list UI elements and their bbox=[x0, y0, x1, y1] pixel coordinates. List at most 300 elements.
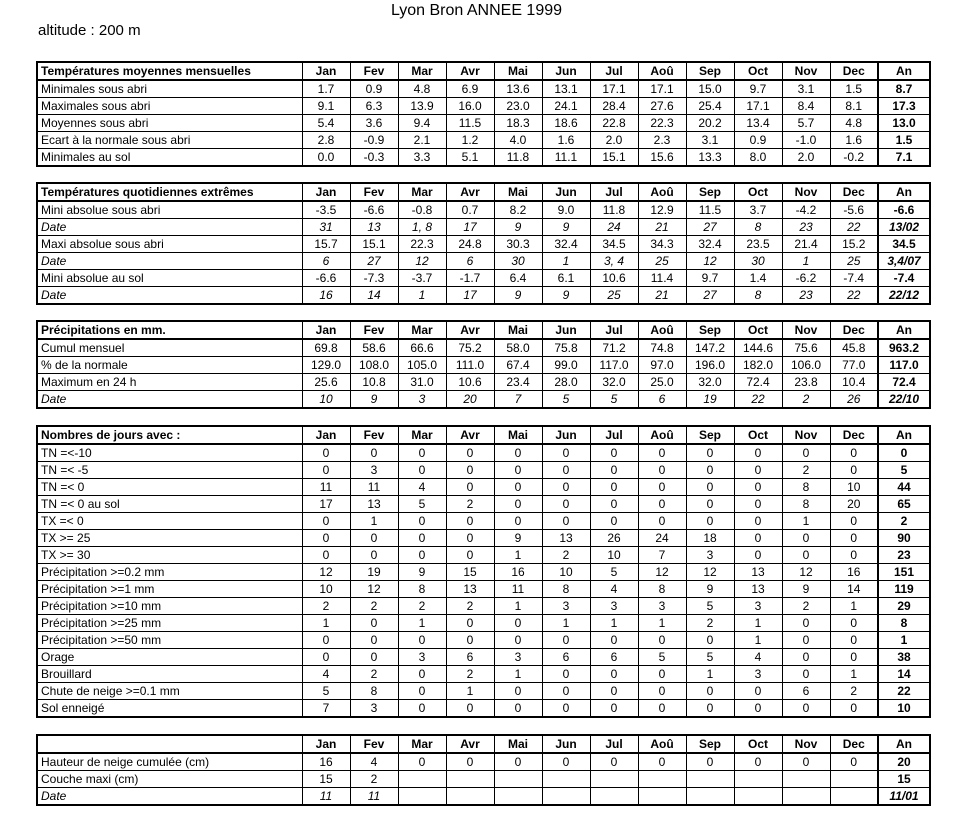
table-cell: 20 bbox=[446, 391, 494, 409]
table-cell: 4 bbox=[302, 666, 350, 683]
column-header: Dec bbox=[830, 426, 878, 444]
table-row bbox=[37, 496, 930, 513]
table-cell: 0 bbox=[590, 700, 638, 718]
table-cell: 147.2 bbox=[686, 339, 734, 357]
annual-cell: 22 bbox=[878, 683, 930, 700]
table-cell: 25.4 bbox=[686, 98, 734, 115]
table-cell: 0.9 bbox=[350, 80, 398, 98]
table-cell: 0 bbox=[638, 479, 686, 496]
table-cell: 3 bbox=[734, 666, 782, 683]
table-cell: 0 bbox=[542, 513, 590, 530]
table-row bbox=[37, 391, 930, 409]
table-cell: 10 bbox=[302, 391, 350, 409]
table-cell: 21.4 bbox=[782, 236, 830, 253]
table-cell: 1 bbox=[734, 615, 782, 632]
table-cell: 8 bbox=[638, 581, 686, 598]
table-cell: 4 bbox=[398, 479, 446, 496]
table-cell: 0 bbox=[398, 753, 446, 771]
table-cell: 0 bbox=[302, 632, 350, 649]
table-cell: 77.0 bbox=[830, 357, 878, 374]
annual-cell: 14 bbox=[878, 666, 930, 683]
column-header: Jun bbox=[542, 321, 590, 339]
column-header: Sep bbox=[686, 62, 734, 80]
table-cell: 108.0 bbox=[350, 357, 398, 374]
table-cell: 18.6 bbox=[542, 115, 590, 132]
table-row bbox=[37, 374, 930, 391]
table-cell: 5 bbox=[686, 649, 734, 666]
table-cell bbox=[446, 788, 494, 806]
annual-cell: 34.5 bbox=[878, 236, 930, 253]
row-label: Sol enneigé bbox=[37, 700, 302, 718]
table-cell: 7 bbox=[494, 391, 542, 409]
table-cell: 196.0 bbox=[686, 357, 734, 374]
column-header: Avr bbox=[446, 735, 494, 753]
table-cell: 0 bbox=[590, 632, 638, 649]
table-cell: 0 bbox=[302, 513, 350, 530]
table-cell: 5.4 bbox=[302, 115, 350, 132]
table-cell: 9 bbox=[350, 391, 398, 409]
column-header: Jan bbox=[302, 321, 350, 339]
table-cell: 0 bbox=[398, 547, 446, 564]
table-cell: 3 bbox=[350, 462, 398, 479]
column-header: An bbox=[878, 321, 930, 339]
table-cell: 105.0 bbox=[398, 357, 446, 374]
table-cell: 8 bbox=[782, 496, 830, 513]
table-cell: 27 bbox=[686, 287, 734, 305]
table-cell: 0 bbox=[734, 700, 782, 718]
altitude-label: altitude : 200 m bbox=[38, 22, 141, 39]
table-cell: 4 bbox=[590, 581, 638, 598]
section-header: Températures quotidiennes extrêmes bbox=[37, 183, 302, 201]
table-cell: -0.8 bbox=[398, 201, 446, 219]
table-cell: 1 bbox=[350, 513, 398, 530]
table-cell: 15.0 bbox=[686, 80, 734, 98]
annual-cell: 72.4 bbox=[878, 374, 930, 391]
table-cell: 6.1 bbox=[542, 270, 590, 287]
column-header: Jan bbox=[302, 735, 350, 753]
table-cell: 2.3 bbox=[638, 132, 686, 149]
annual-cell: 22/12 bbox=[878, 287, 930, 305]
table-cell: 0 bbox=[782, 615, 830, 632]
table-cell: 0 bbox=[638, 462, 686, 479]
table-cell: 10 bbox=[542, 564, 590, 581]
section-header bbox=[37, 735, 302, 753]
table-cell: 0 bbox=[446, 615, 494, 632]
table-cell: 13 bbox=[542, 530, 590, 547]
table-cell: 0 bbox=[830, 444, 878, 462]
table-cell: 22.3 bbox=[398, 236, 446, 253]
table-cell: 0 bbox=[542, 666, 590, 683]
table-cell: 12 bbox=[398, 253, 446, 270]
column-header: Fev bbox=[350, 735, 398, 753]
table-cell: 0 bbox=[686, 479, 734, 496]
table-cell bbox=[686, 771, 734, 788]
row-label: Précipitation >=25 mm bbox=[37, 615, 302, 632]
table-cell: -3.5 bbox=[302, 201, 350, 219]
row-label: Orage bbox=[37, 649, 302, 666]
table-cell: 0 bbox=[398, 683, 446, 700]
table-cell: -5.6 bbox=[830, 201, 878, 219]
table-cell: 1.4 bbox=[734, 270, 782, 287]
table-cell: 3.3 bbox=[398, 149, 446, 167]
table-cell: 0 bbox=[542, 632, 590, 649]
table-cell: 1 bbox=[398, 287, 446, 305]
table-cell: 1 bbox=[638, 615, 686, 632]
table-cell: 10.6 bbox=[590, 270, 638, 287]
table-cell: 4.8 bbox=[830, 115, 878, 132]
row-label: Minimales au sol bbox=[37, 149, 302, 167]
row-label: Maxi absolue sous abri bbox=[37, 236, 302, 253]
table-cell: 0 bbox=[686, 513, 734, 530]
row-label: Moyennes sous abri bbox=[37, 115, 302, 132]
table-cell: 18 bbox=[686, 530, 734, 547]
table-cell: 1.2 bbox=[446, 132, 494, 149]
column-header: Oct bbox=[734, 62, 782, 80]
table-cell: 0 bbox=[446, 513, 494, 530]
table-cell: 26 bbox=[590, 530, 638, 547]
table-cell: 0 bbox=[686, 683, 734, 700]
table-cell: 0 bbox=[542, 753, 590, 771]
table-cell: 9.0 bbox=[542, 201, 590, 219]
table-cell: 0 bbox=[494, 444, 542, 462]
table-cell: 4.8 bbox=[398, 80, 446, 98]
table-cell: 12.9 bbox=[638, 201, 686, 219]
table-cell: 23.4 bbox=[494, 374, 542, 391]
table-cell: 13.9 bbox=[398, 98, 446, 115]
table-row bbox=[37, 530, 930, 547]
column-header: Mai bbox=[494, 735, 542, 753]
table-header-row bbox=[37, 735, 930, 753]
table-cell: 25 bbox=[830, 253, 878, 270]
table-cell: 1 bbox=[302, 615, 350, 632]
table-cell: 0 bbox=[446, 479, 494, 496]
column-header: Fev bbox=[350, 426, 398, 444]
table-cell: 5 bbox=[590, 391, 638, 409]
table-cell: 0 bbox=[734, 496, 782, 513]
table-cell: -3.7 bbox=[398, 270, 446, 287]
table-cell: 1 bbox=[590, 615, 638, 632]
table-row bbox=[37, 219, 930, 236]
table-row bbox=[37, 236, 930, 253]
row-label: Précipitation >=50 mm bbox=[37, 632, 302, 649]
column-header: Mar bbox=[398, 183, 446, 201]
table-cell: 5 bbox=[638, 649, 686, 666]
table-cell bbox=[734, 788, 782, 806]
column-header: Oct bbox=[734, 321, 782, 339]
table-cell: 0 bbox=[446, 753, 494, 771]
table-cell: 0 bbox=[542, 683, 590, 700]
table-cell: 2 bbox=[542, 547, 590, 564]
table-cell: 13 bbox=[734, 581, 782, 598]
table-cell: 0 bbox=[494, 513, 542, 530]
annual-cell: 119 bbox=[878, 581, 930, 598]
column-header: Fev bbox=[350, 62, 398, 80]
table-cell: 0 bbox=[446, 462, 494, 479]
table-cell: 69.8 bbox=[302, 339, 350, 357]
table-cell: 0 bbox=[782, 530, 830, 547]
column-header: Jun bbox=[542, 62, 590, 80]
table-cell: 0 bbox=[542, 444, 590, 462]
column-header: Jul bbox=[590, 426, 638, 444]
table-row bbox=[37, 357, 930, 374]
table-cell: 0 bbox=[830, 530, 878, 547]
column-header: Sep bbox=[686, 735, 734, 753]
row-label: Cumul mensuel bbox=[37, 339, 302, 357]
table-cell: 5.1 bbox=[446, 149, 494, 167]
table-cell: 3 bbox=[494, 649, 542, 666]
column-header: Jun bbox=[542, 735, 590, 753]
row-label: TN =< 0 bbox=[37, 479, 302, 496]
table-row bbox=[37, 700, 930, 718]
section-header: Nombres de jours avec : bbox=[37, 426, 302, 444]
annual-cell: 65 bbox=[878, 496, 930, 513]
table-cell: 23 bbox=[782, 219, 830, 236]
table-cell: 3 bbox=[398, 649, 446, 666]
table-cell: 11 bbox=[302, 479, 350, 496]
table-cell: 32.4 bbox=[542, 236, 590, 253]
table-cell: 97.0 bbox=[638, 357, 686, 374]
table-cell: 0 bbox=[734, 444, 782, 462]
table-cell: 8 bbox=[782, 479, 830, 496]
row-label: Minimales sous abri bbox=[37, 80, 302, 98]
table-header-row bbox=[37, 321, 930, 339]
annual-cell: 963.2 bbox=[878, 339, 930, 357]
table-row bbox=[37, 270, 930, 287]
table-cell: 182.0 bbox=[734, 357, 782, 374]
table-cell: 9.4 bbox=[398, 115, 446, 132]
table-cell: 0 bbox=[302, 444, 350, 462]
table-cell: 9.7 bbox=[734, 80, 782, 98]
table-cell: 5 bbox=[302, 683, 350, 700]
column-header: Mai bbox=[494, 426, 542, 444]
row-label: Mini absolue au sol bbox=[37, 270, 302, 287]
table-cell: 0 bbox=[494, 753, 542, 771]
column-header: Jul bbox=[590, 62, 638, 80]
table-cell: 6.3 bbox=[350, 98, 398, 115]
annual-cell: 1.5 bbox=[878, 132, 930, 149]
table-cell: 16 bbox=[302, 753, 350, 771]
table-cell: 1, 8 bbox=[398, 219, 446, 236]
row-label: Date bbox=[37, 219, 302, 236]
row-label: TN =< 0 au sol bbox=[37, 496, 302, 513]
table-cell: 13 bbox=[446, 581, 494, 598]
table-cell: 3.1 bbox=[686, 132, 734, 149]
column-header: Fev bbox=[350, 183, 398, 201]
annual-cell: 2 bbox=[878, 513, 930, 530]
column-header: Oct bbox=[734, 183, 782, 201]
table-cell: 11.8 bbox=[590, 201, 638, 219]
table-cell: 0 bbox=[734, 462, 782, 479]
table-cell: 2.1 bbox=[398, 132, 446, 149]
table-cell: 9 bbox=[542, 287, 590, 305]
row-label: Date bbox=[37, 391, 302, 409]
table-cell: 8.1 bbox=[830, 98, 878, 115]
table-cell: 28.0 bbox=[542, 374, 590, 391]
table-cell: 2 bbox=[350, 598, 398, 615]
table-cell: 27 bbox=[686, 219, 734, 236]
table-cell: 144.6 bbox=[734, 339, 782, 357]
table-cell: 2 bbox=[398, 598, 446, 615]
table-cell: 16 bbox=[494, 564, 542, 581]
row-label: TX >= 25 bbox=[37, 530, 302, 547]
table-cell: 0 bbox=[302, 649, 350, 666]
table-cell: -7.4 bbox=[830, 270, 878, 287]
table-cell: 3.1 bbox=[782, 80, 830, 98]
table-cell: 1 bbox=[494, 547, 542, 564]
table-cell: 8 bbox=[398, 581, 446, 598]
table-cell: 0 bbox=[782, 444, 830, 462]
table-cell: 0 bbox=[686, 700, 734, 718]
table-cell: 0 bbox=[398, 666, 446, 683]
column-header: Avr bbox=[446, 426, 494, 444]
table-cell: 0 bbox=[350, 649, 398, 666]
table-cell: 0 bbox=[638, 444, 686, 462]
table-cell: 0 bbox=[542, 700, 590, 718]
table-cell bbox=[734, 771, 782, 788]
table-cell: 8.0 bbox=[734, 149, 782, 167]
table-cell: 0 bbox=[638, 753, 686, 771]
row-label: Hauteur de neige cumulée (cm) bbox=[37, 753, 302, 771]
table-cell bbox=[782, 788, 830, 806]
table-cell: 66.6 bbox=[398, 339, 446, 357]
table-cell: 22 bbox=[830, 219, 878, 236]
table-cell: 0 bbox=[446, 444, 494, 462]
table-cell: 106.0 bbox=[782, 357, 830, 374]
table-cell: 1 bbox=[782, 253, 830, 270]
table-cell: 0 bbox=[734, 513, 782, 530]
table-cell: 11.8 bbox=[494, 149, 542, 167]
column-header: Nov bbox=[782, 426, 830, 444]
page-title: Lyon Bron ANNEE 1999 bbox=[390, 2, 563, 19]
column-header: Mai bbox=[494, 62, 542, 80]
table-row bbox=[37, 287, 930, 305]
table-cell: 0 bbox=[638, 683, 686, 700]
table-row bbox=[37, 564, 930, 581]
table-cell: 58.6 bbox=[350, 339, 398, 357]
column-header: Mar bbox=[398, 62, 446, 80]
table-cell: 1 bbox=[542, 253, 590, 270]
annual-cell: 5 bbox=[878, 462, 930, 479]
column-header: Oct bbox=[734, 735, 782, 753]
table-cell: 0 bbox=[398, 513, 446, 530]
table-cell: 6 bbox=[446, 649, 494, 666]
table-cell: 0 bbox=[398, 530, 446, 547]
annual-cell: 13.0 bbox=[878, 115, 930, 132]
table-cell: 2 bbox=[446, 666, 494, 683]
table-cell: -0.9 bbox=[350, 132, 398, 149]
table-cell: 23.5 bbox=[734, 236, 782, 253]
table-row bbox=[37, 753, 930, 771]
column-header: Dec bbox=[830, 321, 878, 339]
column-header: Jan bbox=[302, 183, 350, 201]
table-cell: 7 bbox=[302, 700, 350, 718]
table-cell: 0 bbox=[398, 700, 446, 718]
table-cell: 0.9 bbox=[734, 132, 782, 149]
table-cell: 20 bbox=[830, 496, 878, 513]
table-cell: 8 bbox=[734, 287, 782, 305]
table-cell: 2 bbox=[446, 496, 494, 513]
table-cell: -1.0 bbox=[782, 132, 830, 149]
table-cell: 1 bbox=[494, 666, 542, 683]
table-cell: 3 bbox=[686, 547, 734, 564]
row-label: Date bbox=[37, 788, 302, 806]
table-cell: -1.7 bbox=[446, 270, 494, 287]
column-header: Dec bbox=[830, 735, 878, 753]
table-cell: 9 bbox=[494, 530, 542, 547]
annual-cell: 44 bbox=[878, 479, 930, 496]
table-row bbox=[37, 581, 930, 598]
table-cell: 3, 4 bbox=[590, 253, 638, 270]
column-header: An bbox=[878, 735, 930, 753]
table-cell: 8.4 bbox=[782, 98, 830, 115]
table-cell: 28.4 bbox=[590, 98, 638, 115]
table-cell: 0 bbox=[494, 462, 542, 479]
annual-cell: 7.1 bbox=[878, 149, 930, 167]
table-cell: 0 bbox=[398, 632, 446, 649]
table-cell: 3 bbox=[734, 598, 782, 615]
annual-cell: 10 bbox=[878, 700, 930, 718]
table-cell: 2.8 bbox=[302, 132, 350, 149]
table-cell: 0 bbox=[782, 700, 830, 718]
column-header: An bbox=[878, 183, 930, 201]
neige-table bbox=[36, 734, 931, 806]
table-cell: 11.5 bbox=[446, 115, 494, 132]
table-cell: 8.2 bbox=[494, 201, 542, 219]
table-cell: 15 bbox=[446, 564, 494, 581]
column-header: Avr bbox=[446, 62, 494, 80]
table-cell: 11.4 bbox=[638, 270, 686, 287]
table-cell: 25 bbox=[638, 253, 686, 270]
table-cell: 0 bbox=[590, 753, 638, 771]
column-header: An bbox=[878, 426, 930, 444]
table-cell: 11.5 bbox=[686, 201, 734, 219]
table-row bbox=[37, 149, 930, 167]
table-cell: 16.0 bbox=[446, 98, 494, 115]
annual-cell: 20 bbox=[878, 753, 930, 771]
table-cell: -4.2 bbox=[782, 201, 830, 219]
table-cell: 15.1 bbox=[350, 236, 398, 253]
table-cell: 0 bbox=[638, 632, 686, 649]
row-label: Maximum en 24 h bbox=[37, 374, 302, 391]
table-cell: 9 bbox=[782, 581, 830, 598]
table-cell: 0 bbox=[446, 632, 494, 649]
table-cell: 31 bbox=[302, 219, 350, 236]
table-cell: 13 bbox=[350, 219, 398, 236]
row-label: TX =< 0 bbox=[37, 513, 302, 530]
table-cell bbox=[398, 788, 446, 806]
table-cell: 0 bbox=[830, 753, 878, 771]
table-cell: 27.6 bbox=[638, 98, 686, 115]
table-cell: 0.7 bbox=[446, 201, 494, 219]
table-cell: 2.0 bbox=[782, 149, 830, 167]
column-header: Avr bbox=[446, 183, 494, 201]
annual-cell: 8.7 bbox=[878, 80, 930, 98]
table-cell: 129.0 bbox=[302, 357, 350, 374]
table-cell: 13.3 bbox=[686, 149, 734, 167]
row-label: Date bbox=[37, 287, 302, 305]
table-cell: 0 bbox=[590, 513, 638, 530]
table-cell: 22.8 bbox=[590, 115, 638, 132]
column-header: Fev bbox=[350, 321, 398, 339]
column-header: Nov bbox=[782, 321, 830, 339]
section-header: Températures moyennes mensuelles bbox=[37, 62, 302, 80]
table-cell: 0 bbox=[734, 753, 782, 771]
table-cell: 58.0 bbox=[494, 339, 542, 357]
table-cell: 0 bbox=[782, 547, 830, 564]
table-cell: 24.8 bbox=[446, 236, 494, 253]
table-cell: 13.6 bbox=[494, 80, 542, 98]
table-cell: 0 bbox=[398, 444, 446, 462]
